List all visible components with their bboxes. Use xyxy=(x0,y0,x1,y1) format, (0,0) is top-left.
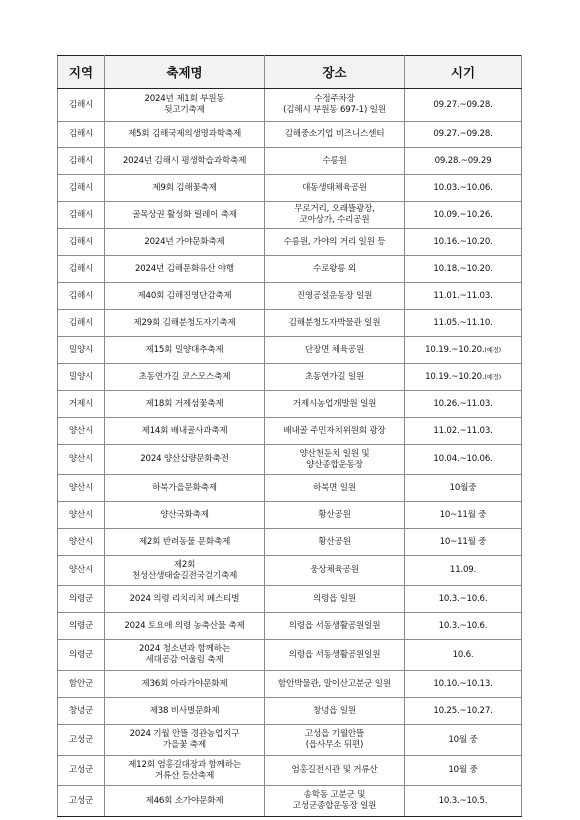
region-text: 양산시 xyxy=(68,482,94,493)
festival-name-line: 2024년 제1회 부원동 xyxy=(144,94,225,104)
region-text: 김해시 xyxy=(68,317,94,328)
place-cell xyxy=(265,283,405,310)
period-cell xyxy=(405,310,522,337)
region-text: 김해시 xyxy=(68,290,94,301)
table-row xyxy=(58,475,522,502)
region-cell xyxy=(58,756,105,786)
place-cell xyxy=(265,586,405,613)
festival-name-cell xyxy=(105,556,265,586)
region-text: 김해시 xyxy=(68,263,94,274)
place-cell xyxy=(265,337,405,364)
festival-name-line: 2024년 김해문화유산 야행 xyxy=(134,263,235,274)
period-note: (예정) xyxy=(484,345,501,354)
period-text: 10.10.~10.13. xyxy=(433,678,493,689)
festival-name-line: 제40회 김해진영단감축제 xyxy=(137,290,232,301)
period-cell xyxy=(405,529,522,556)
place-line: 수릉원, 가야의 거리 일원 등 xyxy=(283,236,386,247)
table-row xyxy=(58,89,522,122)
festival-name-line: 세대공감 어울림 축제 xyxy=(145,655,224,665)
period-text: 10~11월 중 xyxy=(439,536,487,547)
festival-name-cell xyxy=(105,148,265,175)
period-cell xyxy=(405,337,522,364)
region-text: 김해시 xyxy=(68,99,94,110)
table-row xyxy=(58,391,522,418)
region-cell xyxy=(58,310,105,337)
place-cell xyxy=(265,725,405,756)
period-cell xyxy=(405,202,522,229)
region-cell xyxy=(58,640,105,671)
table-row xyxy=(58,148,522,175)
place-line: 고성군종합운동장 일원 xyxy=(292,801,377,811)
place-line: 송학동 고분군 및 xyxy=(303,790,366,800)
festival-name-cell xyxy=(105,122,265,148)
period-text: 10.09.~10.26. xyxy=(433,209,493,220)
region-text: 양산시 xyxy=(68,536,94,547)
place-line: 의령읍 서동생활공원일원 xyxy=(288,649,381,660)
period-cell xyxy=(405,148,522,175)
festival-name-cell xyxy=(105,391,265,418)
region-text: 김해시 xyxy=(68,129,94,139)
period-text: 10.25.~10.27. xyxy=(433,705,493,716)
region-cell xyxy=(58,586,105,613)
festival-name-cell xyxy=(105,502,265,529)
period-text: 10월 중 xyxy=(448,765,478,775)
place-line: 함안박물관, 말이산고분군 일원 xyxy=(278,678,391,689)
region-cell xyxy=(58,502,105,529)
region-cell xyxy=(58,418,105,445)
period-cell xyxy=(405,445,522,475)
period-cell xyxy=(405,364,522,391)
region-text: 김해시 xyxy=(68,209,94,220)
table-row xyxy=(58,337,522,364)
period-text: 10.3.~10.6. xyxy=(438,593,488,604)
place-line: 하북면 일원 xyxy=(312,482,357,493)
place-line: 단장면 체육공원 xyxy=(304,344,365,355)
place-line: 초동연가길 일원 xyxy=(304,371,365,382)
region-cell xyxy=(58,529,105,556)
period-text: 10.19.~10.20. xyxy=(425,344,485,355)
place-cell xyxy=(265,148,405,175)
region-cell xyxy=(58,445,105,475)
table-row xyxy=(58,786,522,817)
festival-name-line: 제12회 엄홍길대장과 함께하는 xyxy=(128,759,241,770)
place-line: 무로거리, 오래뜰광장, xyxy=(294,204,375,214)
region-cell xyxy=(58,475,105,502)
region-text: 함안군 xyxy=(68,678,94,689)
header-festival-name: 축제명 xyxy=(105,56,265,89)
festival-name-cell xyxy=(105,640,265,671)
table-row xyxy=(58,283,522,310)
period-text: 11.05.~11.10. xyxy=(433,317,493,328)
table-header xyxy=(58,56,522,89)
place-line: 김해분청도자박물관 일원 xyxy=(288,317,381,328)
festival-name-cell xyxy=(105,786,265,817)
festival-name-cell xyxy=(105,175,265,202)
festival-name-line: 제5회 김해국제의생명과학축제 xyxy=(127,129,242,139)
place-line: 양산종합운동장 xyxy=(306,459,363,470)
region-cell xyxy=(58,175,105,202)
table-row xyxy=(58,586,522,613)
festival-name-cell xyxy=(105,364,265,391)
festival-name-line: 제2회 xyxy=(173,559,196,570)
region-text: 의령군 xyxy=(68,649,94,660)
festival-name-cell xyxy=(105,445,265,475)
region-text: 고성군 xyxy=(68,765,94,775)
table-row xyxy=(58,256,522,283)
region-text: 창녕군 xyxy=(68,705,94,716)
period-cell xyxy=(405,175,522,202)
place-line: 김해중소기업 비즈니스센터 xyxy=(284,129,385,139)
place-cell xyxy=(265,445,405,475)
region-text: 양산시 xyxy=(68,425,94,436)
table-row xyxy=(58,756,522,786)
period-cell xyxy=(405,122,522,148)
festival-name-cell xyxy=(105,89,265,122)
region-text: 김해시 xyxy=(68,236,94,247)
period-text: 10.19.~10.20. xyxy=(425,371,485,382)
festival-name-cell xyxy=(105,671,265,698)
region-text: 밀양시 xyxy=(68,344,94,355)
festival-name-cell xyxy=(105,337,265,364)
region-cell xyxy=(58,671,105,698)
region-cell xyxy=(58,148,105,175)
table-row xyxy=(58,364,522,391)
period-cell xyxy=(405,698,522,725)
period-cell xyxy=(405,89,522,122)
place-cell xyxy=(265,229,405,256)
festival-name-line: 제14회 배내골사과축제 xyxy=(141,425,228,436)
place-line: 수정주차장 xyxy=(314,94,355,104)
festival-name-line: 2024 기월 안뜰 경관농업지구 xyxy=(129,729,240,739)
table-row xyxy=(58,229,522,256)
place-cell xyxy=(265,89,405,122)
place-cell xyxy=(265,310,405,337)
period-text: 10.26.~11.03. xyxy=(433,398,493,409)
festival-name-line: 2024 의령 리치리치 페스티벌 xyxy=(129,593,240,604)
festival-name-cell xyxy=(105,229,265,256)
festival-name-line: 거류산 등산축제 xyxy=(154,770,215,781)
period-cell xyxy=(405,283,522,310)
festival-name-line: 하북가을문화축제 xyxy=(152,482,217,493)
place-line: 황산공원 xyxy=(318,509,351,520)
festival-name-line: 제15회 밀양대추축제 xyxy=(145,344,224,355)
place-cell xyxy=(265,418,405,445)
period-text: 10.04.~10.06. xyxy=(433,454,493,464)
festival-name-line: 제29회 김해분청도자기축제 xyxy=(133,317,236,328)
place-line: (김해시 부원동 697-1) 일원 xyxy=(283,105,386,115)
place-cell xyxy=(265,475,405,502)
period-cell xyxy=(405,556,522,586)
period-cell xyxy=(405,725,522,756)
festival-table xyxy=(57,55,522,817)
festival-name-line: 제38 비사벌문화제 xyxy=(149,705,220,716)
place-line: 황산공원 xyxy=(318,536,351,547)
place-line: 의령읍 서동생활공원일원 xyxy=(288,620,381,631)
place-line: 엄홍길전시관 및 거류산 xyxy=(291,765,378,775)
period-cell xyxy=(405,256,522,283)
period-text: 11.01.~11.03. xyxy=(433,290,493,301)
place-line: 수릉원 xyxy=(322,155,347,166)
region-text: 고성군 xyxy=(68,734,94,745)
period-text: 10~11월 중 xyxy=(439,509,487,520)
region-text: 양산시 xyxy=(68,454,94,464)
period-note: (예정) xyxy=(484,372,501,381)
region-cell xyxy=(58,786,105,817)
table-row xyxy=(58,725,522,756)
place-cell xyxy=(265,640,405,671)
festival-name-line: 제18회 거제섬꽃축제 xyxy=(145,398,224,409)
header-region: 지역 xyxy=(58,56,105,89)
period-cell xyxy=(405,640,522,671)
period-text: 10월중 xyxy=(449,482,477,493)
period-text: 10월 중 xyxy=(448,734,478,745)
table-row xyxy=(58,671,522,698)
place-cell xyxy=(265,364,405,391)
place-line: 대동생태체육공원 xyxy=(302,182,367,193)
region-cell xyxy=(58,613,105,640)
region-cell xyxy=(58,364,105,391)
period-text: 10.3.~10.6. xyxy=(438,620,488,631)
festival-name-line: 골목상권 활성화 릴레이 축제 xyxy=(132,209,237,220)
region-cell xyxy=(58,283,105,310)
festival-name-cell xyxy=(105,418,265,445)
place-line: 웅상체육공원 xyxy=(310,565,359,575)
period-cell xyxy=(405,786,522,817)
region-text: 의령군 xyxy=(68,593,94,604)
period-cell xyxy=(405,229,522,256)
table-row xyxy=(58,698,522,725)
festival-name-cell xyxy=(105,202,265,229)
region-cell xyxy=(58,725,105,756)
place-line: 의령읍 일원 xyxy=(312,593,357,604)
period-text: 10.16.~10.20. xyxy=(433,236,493,247)
festival-name-cell xyxy=(105,756,265,786)
place-cell xyxy=(265,175,405,202)
period-text: 11.09. xyxy=(449,565,477,575)
festival-name-cell xyxy=(105,725,265,756)
place-line: 거제시농업개발원 일원 xyxy=(292,398,377,409)
festival-name-line: 2024년 가야문화축제 xyxy=(144,236,225,247)
period-cell xyxy=(405,613,522,640)
table-row xyxy=(58,202,522,229)
region-text: 김해시 xyxy=(68,182,94,193)
period-text: 09.28.~09.29 xyxy=(434,155,492,166)
period-text: 09.27.~09.28. xyxy=(433,99,493,110)
festival-name-line: 제2회 반려동물 문화축제 xyxy=(138,536,231,547)
period-cell xyxy=(405,586,522,613)
place-line: 수로왕릉 외 xyxy=(312,263,357,274)
table-row xyxy=(58,529,522,556)
region-cell xyxy=(58,698,105,725)
period-text: 09.27.~09.28. xyxy=(433,129,493,139)
region-cell xyxy=(58,556,105,586)
period-cell xyxy=(405,671,522,698)
table-row xyxy=(58,122,522,148)
table-body xyxy=(58,89,522,817)
period-text: 10.18.~10.20. xyxy=(433,263,493,274)
place-line: 창녕읍 일원 xyxy=(312,705,357,716)
region-cell xyxy=(58,391,105,418)
region-text: 거제시 xyxy=(68,398,94,409)
festival-name-cell xyxy=(105,475,265,502)
festival-name-line: 제36회 아라가야문화제 xyxy=(141,678,228,689)
table-row xyxy=(58,310,522,337)
place-cell xyxy=(265,756,405,786)
place-cell xyxy=(265,786,405,817)
festival-name-cell xyxy=(105,529,265,556)
region-cell xyxy=(58,122,105,148)
table-row xyxy=(58,175,522,202)
place-cell xyxy=(265,529,405,556)
region-cell xyxy=(58,229,105,256)
place-line: 배내골 주민자치위원회 광장 xyxy=(283,425,386,436)
place-cell xyxy=(265,698,405,725)
place-cell xyxy=(265,556,405,586)
header-period: 시기 xyxy=(405,56,522,89)
festival-name-cell xyxy=(105,256,265,283)
place-cell xyxy=(265,202,405,229)
place-cell xyxy=(265,122,405,148)
place-line: 진영공설운동장 일원 xyxy=(296,290,373,301)
period-cell xyxy=(405,475,522,502)
region-text: 고성군 xyxy=(68,795,94,806)
place-cell xyxy=(265,502,405,529)
festival-name-cell xyxy=(105,586,265,613)
region-cell xyxy=(58,256,105,283)
region-text: 의령군 xyxy=(68,620,94,631)
table-row xyxy=(58,418,522,445)
region-text: 김해시 xyxy=(68,155,94,166)
festival-name-cell xyxy=(105,613,265,640)
festival-name-line: 제46회 소가야문화제 xyxy=(145,795,224,806)
place-line: 양산천둔치 일원 및 xyxy=(299,448,370,459)
festival-name-line: 제9회 김해꽃축제 xyxy=(152,182,217,193)
table-row xyxy=(58,640,522,671)
region-cell xyxy=(58,337,105,364)
place-cell xyxy=(265,256,405,283)
place-line: 고성읍 기월안뜰 xyxy=(304,729,365,739)
period-cell xyxy=(405,756,522,786)
festival-name-line: 2024 청소년과 함께하는 xyxy=(139,644,230,654)
festival-name-line: 가을꽃 축제 xyxy=(162,740,207,750)
table-row xyxy=(58,613,522,640)
festival-name-line: 천성산생태술길전국걷기축제 xyxy=(131,570,238,581)
period-text: 10.03.~10.06. xyxy=(433,182,493,193)
table-row xyxy=(58,445,522,475)
festival-name-line: 2024년 김해시 평생학습과학축제 xyxy=(122,155,247,166)
region-text: 양산시 xyxy=(68,565,94,575)
header-place: 장소 xyxy=(265,56,405,89)
festival-name-line: 초동연가길 코스모스축제 xyxy=(138,371,231,382)
festival-name-line: 2024 양산삽량문화축전 xyxy=(140,454,229,464)
festival-name-line: 2024 토요애 의령 농축산물 축제 xyxy=(124,620,245,631)
period-cell xyxy=(405,418,522,445)
festival-name-line: 양산국화축제 xyxy=(160,509,209,520)
place-line: 코아상가, 수리공원 xyxy=(299,215,370,225)
region-cell xyxy=(58,89,105,122)
place-line: (읍사무소 뒤편) xyxy=(305,740,364,750)
place-cell xyxy=(265,671,405,698)
period-text: 11.02.~11.03. xyxy=(433,425,493,436)
place-cell xyxy=(265,613,405,640)
period-cell xyxy=(405,502,522,529)
period-text: 10.3.~10.5. xyxy=(438,795,488,806)
table-row xyxy=(58,556,522,586)
region-cell xyxy=(58,202,105,229)
festival-name-cell xyxy=(105,283,265,310)
region-text: 양산시 xyxy=(68,509,94,520)
table-row xyxy=(58,502,522,529)
festival-name-cell xyxy=(105,698,265,725)
festival-name-cell xyxy=(105,310,265,337)
region-text: 밀양시 xyxy=(68,371,94,382)
place-cell xyxy=(265,391,405,418)
period-text: 10.6. xyxy=(452,649,474,660)
festival-name-line: 뒷고기축제 xyxy=(164,105,205,115)
period-cell xyxy=(405,391,522,418)
